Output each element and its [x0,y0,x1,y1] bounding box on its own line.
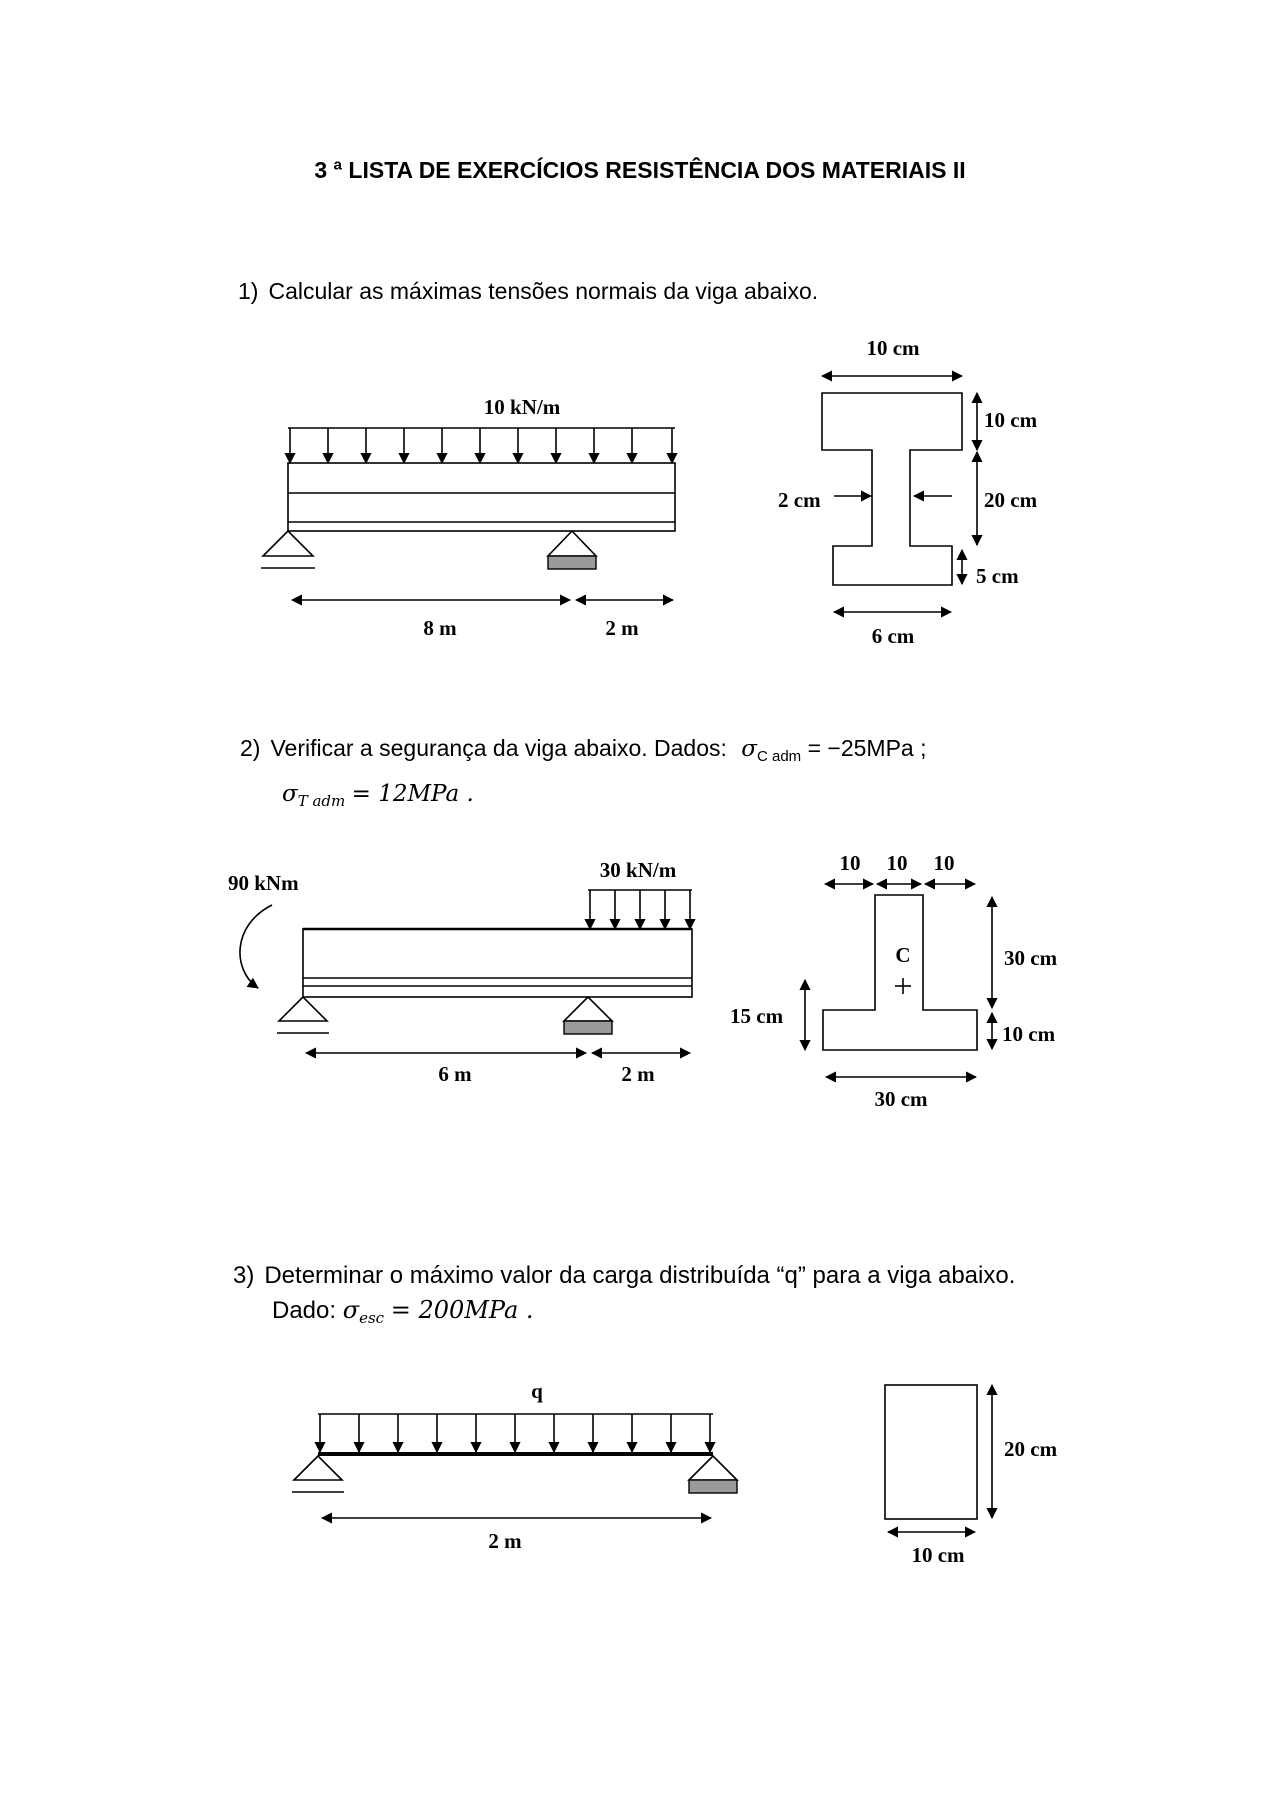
ex1-load-arrows [290,428,672,463]
exercise-2-number: 2) [240,735,261,761]
ex1-beam-body [288,463,675,531]
ex1-span-left: 8 m [423,616,457,640]
ex3-roller-support [689,1456,737,1493]
page-title: 3 ª LISTA DE EXERCÍCIOS RESISTÊNCIA DOS MATERIAIS II [314,157,966,183]
ex1-roller-support [548,531,596,569]
ex1-top-flange: 10 cm [984,408,1038,432]
ex2-centroid-height: 15 cm [730,1004,784,1028]
ex1-bottom-flange: 5 cm [976,564,1019,588]
ex2-load-arrows [590,890,690,929]
ex1-i-profile [822,393,962,585]
exercise-1-section [778,336,1038,648]
ex3-height: 20 cm [1004,1437,1058,1461]
ex3-load-arrows [320,1414,710,1452]
ex3-load-label: q [531,1379,543,1403]
exercise-2-text: Verificar a segurança da viga abaixo. Dados: [270,735,727,761]
ex3-rect-profile [885,1385,977,1519]
ex2-span-left: 6 m [438,1062,472,1086]
ex2-pin-support [277,997,329,1033]
ex2-load-label: 30 kN/m [599,858,677,882]
ex1-web-height: 20 cm [984,488,1038,512]
ex3-span: 2 m [488,1529,522,1553]
exercise-1-text: Calcular as máximas tensões normais da viga abaixo. [268,278,819,304]
exercise-3-beam [292,1379,737,1553]
ex3-width: 10 cm [911,1543,965,1567]
exercise-1-beam [261,395,675,640]
ex1-bottom-width: 6 cm [871,624,915,648]
exercise-3-number: 3) [233,1262,255,1289]
ex1-load-label: 10 kN/m [483,395,561,419]
ex1-pin-support [261,531,315,568]
exercise-2-section [730,851,1058,1111]
exercise-2-beam [228,858,692,1086]
ex2-span-right: 2 m [621,1062,655,1086]
ex2-t-profile [823,895,977,1050]
exercise-3-section [885,1385,1058,1567]
ex1-web-thickness: 2 cm [778,488,821,512]
ex2-w2: 10 [886,851,908,875]
ex2-w3: 10 [933,851,955,875]
ex2-moment-arrow [240,905,272,988]
ex2-centroid-label: C [895,943,911,967]
exercise-3-text: Determinar o máximo valor da carga distribuída “q” para a viga abaixo. [264,1262,1016,1289]
ex2-roller-support [564,997,612,1034]
ex3-pin-support [292,1456,344,1492]
ex1-span-right: 2 m [605,616,639,640]
ex2-bottom-width: 30 cm [874,1087,928,1111]
sigma-t-adm: $\sigma_{T adm} = 12MPa$ . [282,781,474,810]
sigma-c-adm: $\sigma_{C adm} = -25MPa$ ; [741,735,927,765]
ex2-flange: 10 cm [1002,1022,1056,1046]
exercise-1-number: 1) [238,278,259,304]
ex2-moment-label: 90 kNm [228,871,299,895]
ex1-top-width: 10 cm [866,336,920,360]
ex2-w1: 10 [839,851,861,875]
ex2-web-height: 30 cm [1004,946,1058,970]
exercise-3-given: Dado: $\sigma_{esc} = 200MPa$ . [272,1296,534,1327]
